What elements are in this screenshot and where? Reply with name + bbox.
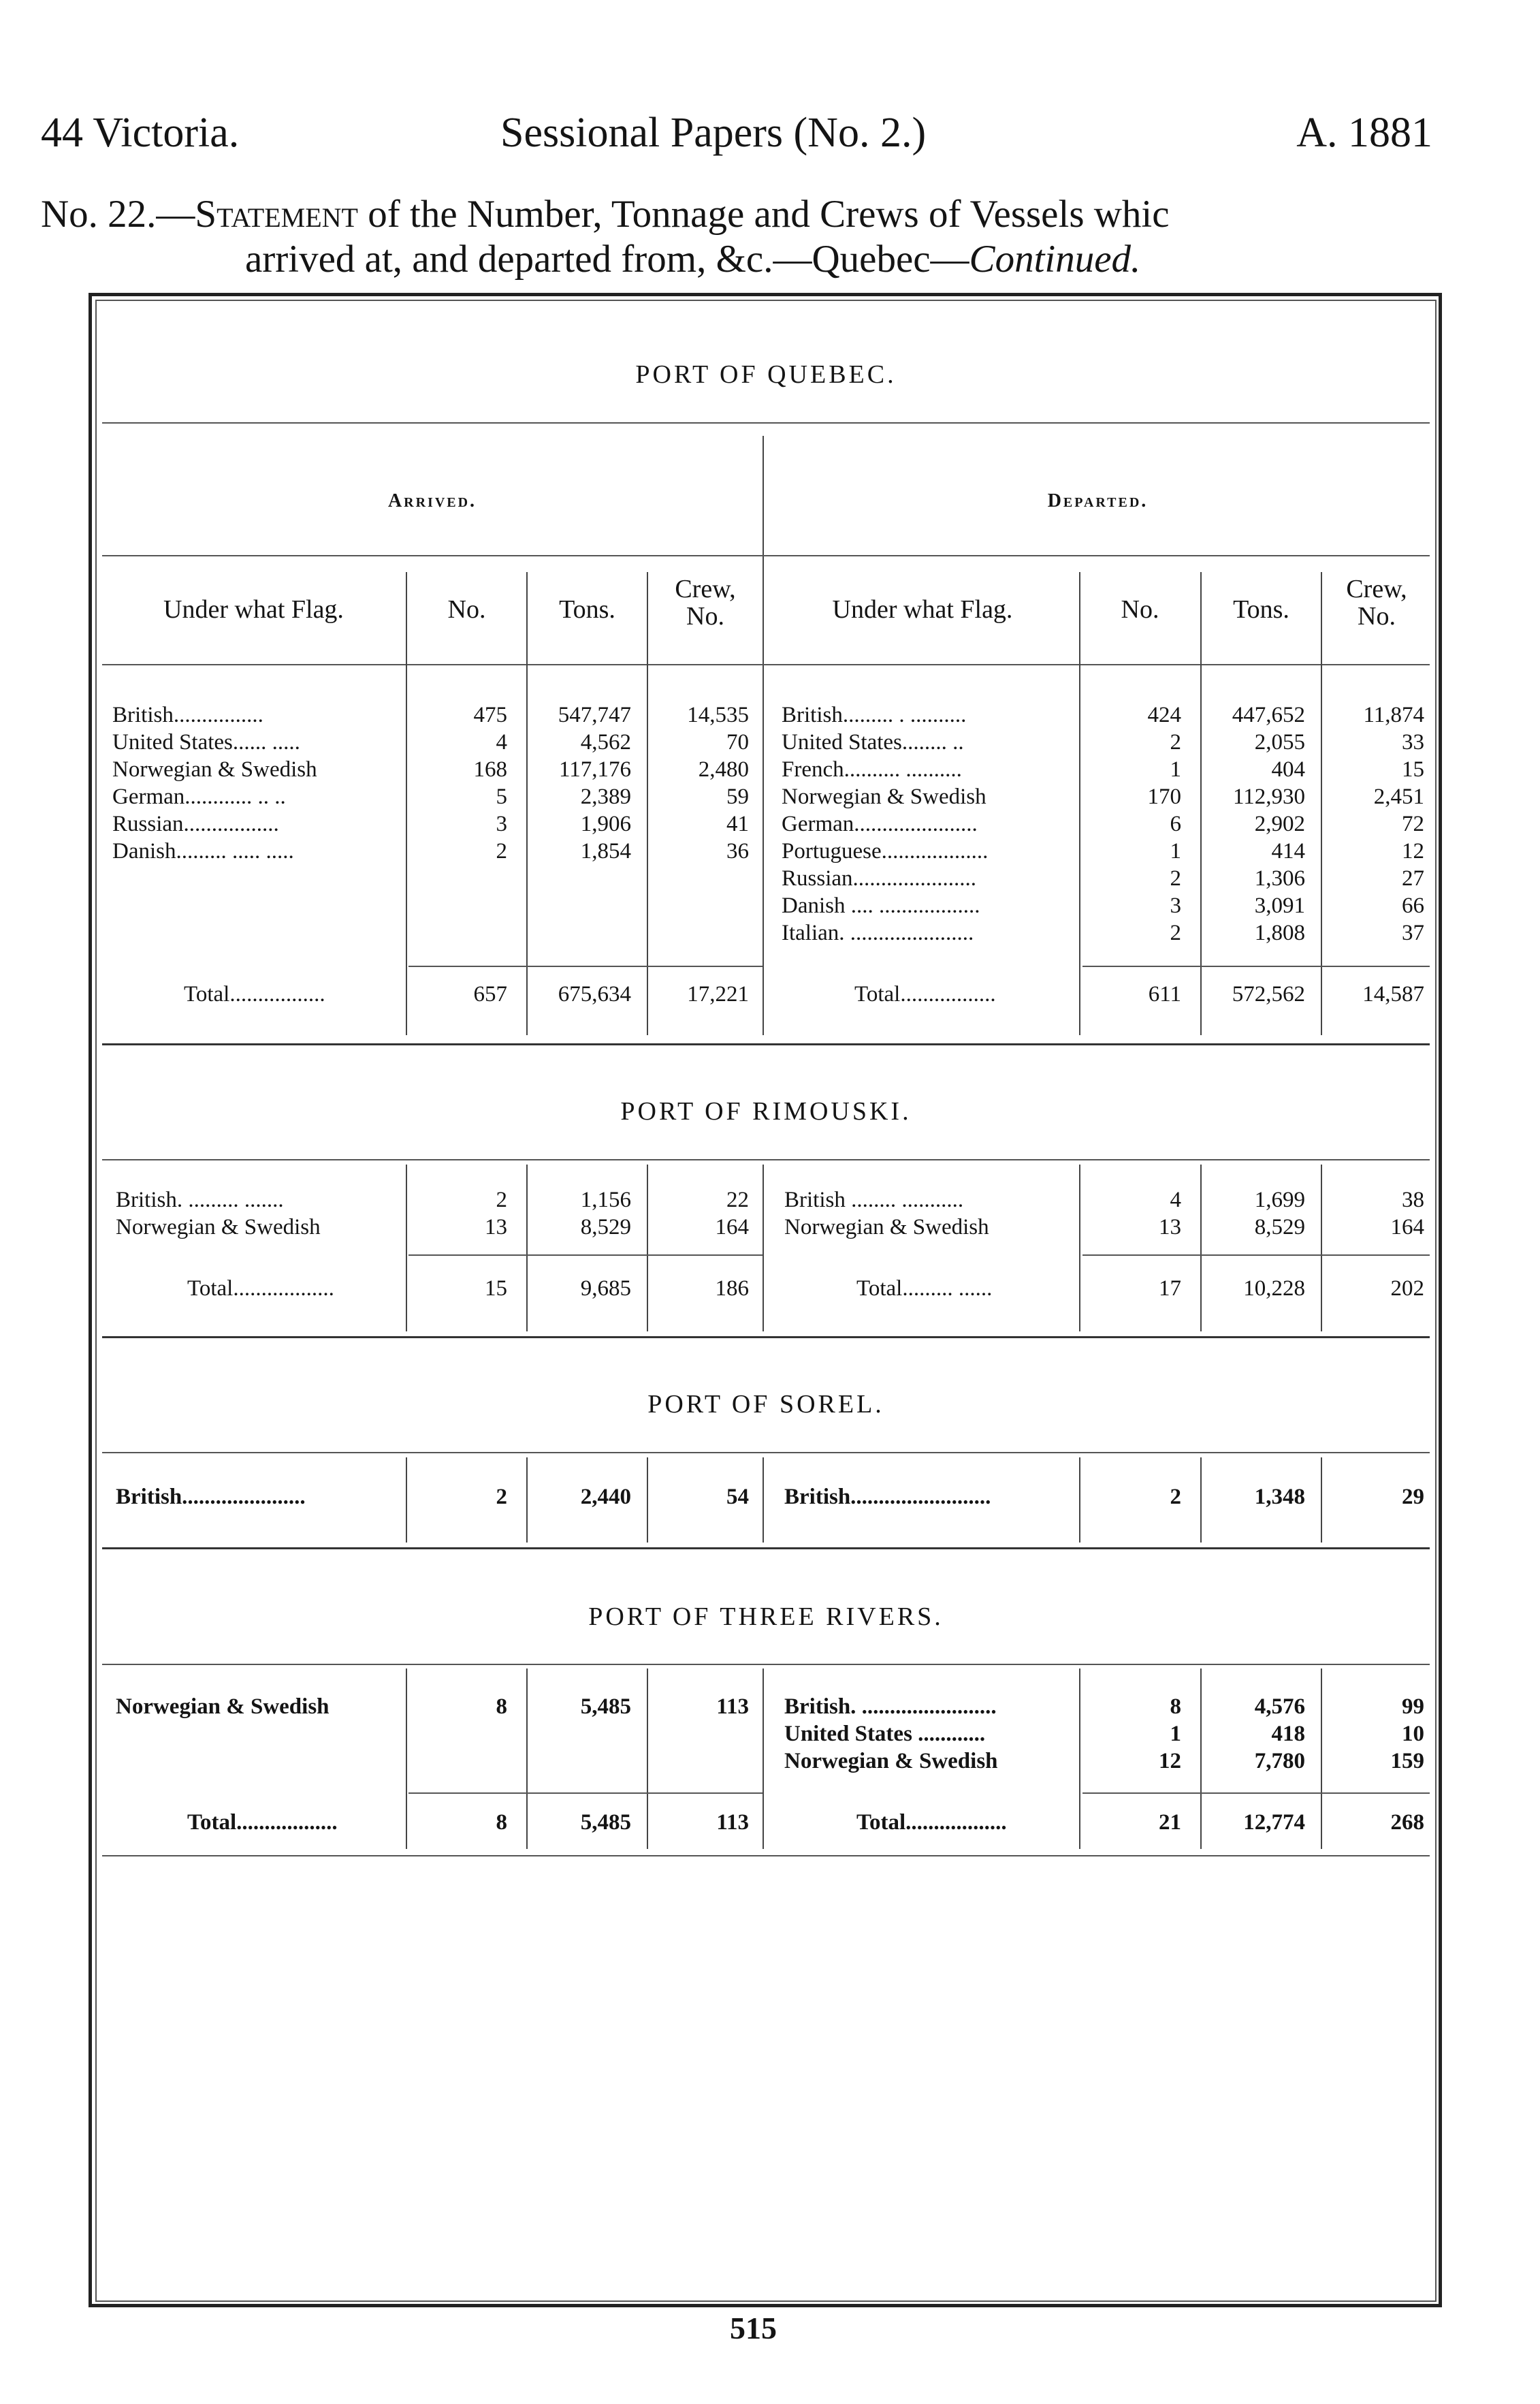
table-row: British. ........................ 8 4,576 99: [784, 1694, 1424, 1719]
rule: [102, 1159, 1430, 1160]
col-header-tons-arrived: Tons.: [559, 595, 615, 624]
table-row: British. ......... ....... 2 1,156 22: [116, 1188, 749, 1212]
total-row: Total................. 611 572,562 14,587: [854, 982, 1424, 1007]
table-row: Russian................. 3 1,906 41: [112, 812, 749, 836]
title-prefix: No. 22.—: [41, 193, 195, 236]
rule: [102, 422, 1430, 424]
table-row: Danish .... .................. 3 3,091 66: [782, 893, 1424, 918]
title-statement: Statement: [195, 193, 358, 236]
table-row: Norwegian & Swedish 8 5,485 113: [116, 1694, 749, 1719]
title-continued: Continued.: [969, 238, 1141, 281]
port-heading-quebec: PORT OF QUEBEC.: [635, 360, 897, 389]
total-row: Total.................. 15 9,685 186: [187, 1276, 749, 1301]
table-row: Norwegian & Swedish 170 112,930 2,451: [782, 785, 1424, 809]
rule: [102, 1336, 1430, 1338]
title-line2: arrived at, and departed from, &c.—Quebec—: [245, 238, 969, 281]
rule: [102, 1452, 1430, 1453]
running-header-left: 44 Victoria.: [41, 110, 240, 156]
total-row: Total................. 657 675,634 17,221: [184, 982, 749, 1007]
arrived-heading: Arrived.: [387, 490, 477, 511]
table-row: French.......... .......... 1 404 15: [782, 757, 1424, 782]
table-row: United States........ .. 2 2,055 33: [782, 730, 1424, 755]
total-row: Total.................. 8 5,485 113: [187, 1810, 749, 1835]
rule: [408, 966, 763, 967]
running-header-center: Sessional Papers (No. 2.): [500, 110, 927, 156]
table-row: United States...... ..... 4 4,562 70: [112, 730, 749, 755]
port-heading-three-rivers: PORT OF THREE RIVERS.: [588, 1602, 944, 1631]
table-row: German...................... 6 2,902 72: [782, 812, 1424, 836]
total-row: Total......... ...... 17 10,228 202: [856, 1276, 1424, 1301]
port-heading-sorel: PORT OF SOREL.: [647, 1390, 884, 1419]
rule: [102, 1043, 1430, 1045]
rule: [102, 1547, 1430, 1549]
col-header-tons-departed: Tons.: [1233, 595, 1289, 624]
col-header-no-departed: No.: [1121, 595, 1159, 624]
table-row: German............ .. .. 5 2,389 59: [112, 785, 749, 809]
document-title: [41, 192, 1443, 282]
rule: [102, 664, 1430, 665]
col-header-no-arrived: No.: [447, 595, 486, 624]
table-row: British................ 475 547,747 14,535: [112, 703, 749, 727]
rule: [1082, 966, 1430, 967]
rule: [102, 1855, 1430, 1856]
table-row: Norwegian & Swedish 13 8,529 164: [784, 1215, 1424, 1239]
departed-heading: Departed.: [1047, 490, 1149, 511]
table-row: United States ............ 1 418 10: [784, 1722, 1424, 1746]
table-row: Norwegian & Swedish 12 7,780 159: [784, 1749, 1424, 1773]
total-row: Total.................. 21 12,774 268: [856, 1810, 1424, 1835]
table-row: Norwegian & Swedish 168 117,176 2,480: [112, 757, 749, 782]
rule: [408, 1792, 763, 1794]
table-row: British......... . .......... 424 447,652 11,874: [782, 703, 1424, 727]
rule: [1082, 1254, 1430, 1256]
rule: [1082, 1792, 1430, 1794]
page-number: 515: [730, 2311, 777, 2345]
table-row: Portuguese................... 1 414 12: [782, 839, 1424, 864]
table-row: British ........ ........... 4 1,699 38: [784, 1188, 1424, 1212]
rule: [408, 1254, 763, 1256]
table-row: British......................... 2 1,348 29: [784, 1485, 1424, 1509]
title-line1-rest: of the Number, Tonnage and Crews of Vessels whic: [358, 193, 1170, 236]
table-row: Danish......... ..... ..... 2 1,854 36: [112, 839, 749, 864]
running-header-right: A. 1881: [1296, 110, 1432, 156]
col-header-crew-departed: Crew, No.: [1346, 575, 1407, 631]
rule: [102, 555, 1430, 556]
table-row: Norwegian & Swedish 13 8,529 164: [116, 1215, 749, 1239]
table-row: British...................... 2 2,440 54: [116, 1485, 749, 1509]
port-heading-rimouski: PORT OF RIMOUSKI.: [620, 1097, 912, 1126]
col-header-flag-arrived: Under what Flag.: [163, 595, 344, 624]
col-header-flag-departed: Under what Flag.: [832, 595, 1013, 624]
rule: [102, 1664, 1430, 1665]
col-header-crew-arrived: Crew, No.: [675, 575, 736, 631]
table-row: Italian. ...................... 2 1,808 37: [782, 921, 1424, 945]
table-row: Russian...................... 2 1,306 27: [782, 866, 1424, 891]
